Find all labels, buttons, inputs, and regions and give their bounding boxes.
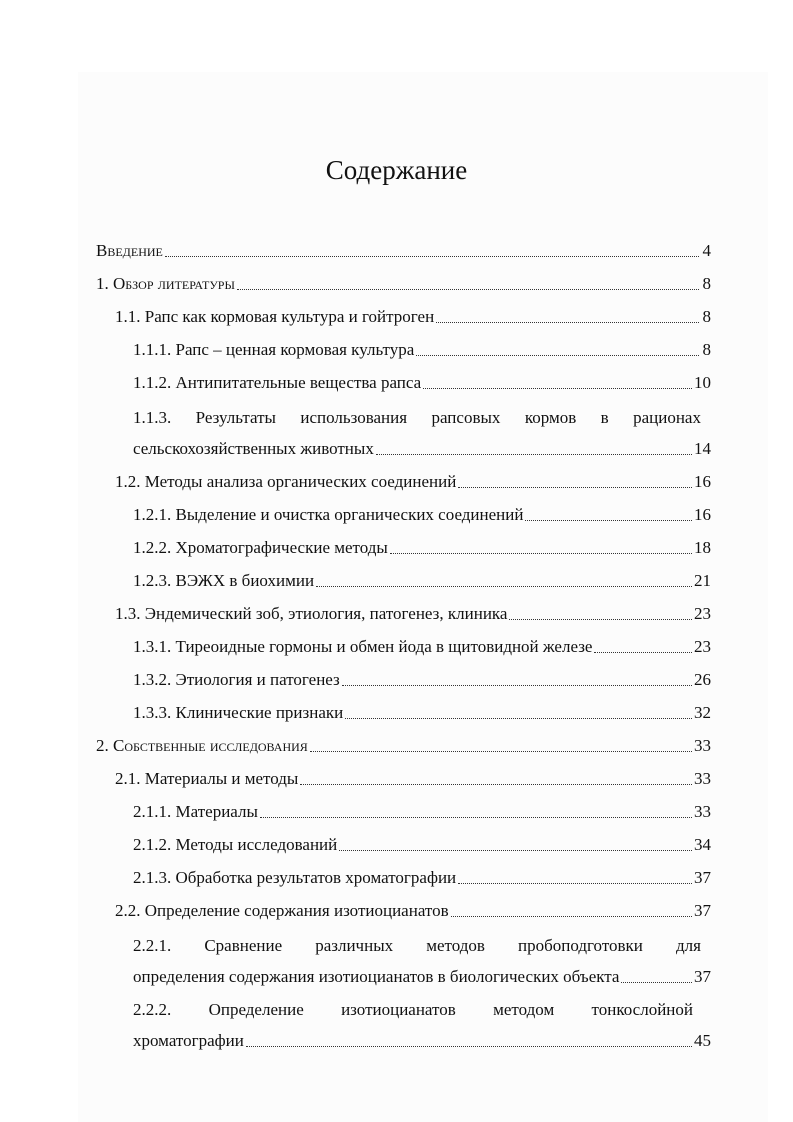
toc-page-number: 26 [694,670,711,689]
toc-entry-2-2-2[interactable] [133,1020,711,1051]
toc-entry-2-1[interactable] [115,758,711,789]
dot-leader [237,288,699,290]
toc-entry-text: 2. Собственные исследования [96,736,308,755]
dot-leader [316,585,692,587]
toc-entry-1-2-3[interactable] [133,560,711,591]
toc-page-number: 37 [694,901,711,920]
toc-word: методов [426,936,485,955]
toc-page-number: 8 [702,307,711,326]
toc-page-number: 33 [694,802,711,821]
toc-entry-1-3-2[interactable] [133,659,711,690]
dot-leader [436,321,699,323]
toc-word: для [675,936,701,955]
toc-entry-2-2-1-line1[interactable] [133,925,701,956]
toc-entry-text: 2.1. Материалы и методы [115,769,299,788]
toc-entry-text: 2.2. Определение содержания изотиоцианатов [115,901,449,920]
dot-leader [376,453,692,455]
toc-word: изотиоцианатов [341,1000,456,1019]
toc-entry-1-1-3-line1[interactable] [133,397,701,428]
dot-leader [458,882,692,884]
toc-entry-1-1-2[interactable] [133,362,711,393]
toc-entry-text: 1.3.3. Клинические признаки [133,703,344,722]
toc-entry-1-3[interactable] [115,593,711,624]
toc-page-number: 4 [702,241,711,260]
toc-entry-text: 1.1.1. Рапс – ценная кормовая культура [133,340,415,359]
toc-page-number: 34 [694,835,711,854]
toc-entry-2-1-1[interactable] [133,791,711,822]
toc-entry-introduction[interactable] [96,230,711,261]
toc-word: 2.2.1. [133,936,172,955]
toc-entry-text: 1.1. Рапс как кормовая культура и гойтроген [115,307,435,326]
toc-page-number: 23 [694,604,711,623]
toc-entry-1-2-1[interactable] [133,494,711,525]
dot-leader [310,750,692,752]
toc-entry-1-1-3[interactable] [133,428,711,459]
toc-entry-text: 1.1.2. Антипитательные вещества рапса [133,373,422,392]
toc-entry-chapter-2[interactable] [96,725,711,756]
toc-entry-text: 1.3.2. Этиология и патогенез [133,670,340,689]
toc-word: рапсовых [431,408,501,427]
toc-page-number: 14 [694,439,711,458]
toc-entry-text: 2.1.1. Материалы [133,802,258,821]
toc-word: рационах [633,408,701,427]
toc-page-number: 23 [694,637,711,656]
toc-entry-2-2-1[interactable] [133,956,711,987]
dot-leader [458,486,692,488]
toc-page-number: 21 [694,571,711,590]
toc-word: Результаты [195,408,276,427]
toc-entry-2-1-3[interactable] [133,857,711,888]
dot-leader [594,651,692,653]
toc-word: различных [315,936,394,955]
toc-page-number: 33 [694,769,711,788]
dot-leader [451,915,692,917]
toc-entry-2-1-2[interactable] [133,824,711,855]
dot-leader [621,981,692,983]
toc-entry-1-2[interactable] [115,461,711,492]
toc-page-number: 33 [694,736,711,755]
toc-word: кормов [524,408,577,427]
dot-leader [165,255,699,257]
toc-entry-1-1[interactable] [115,296,711,327]
toc-page-number: 16 [694,472,711,491]
toc-word: 2.2.2. [133,1000,172,1019]
toc-word: пробоподготовки [517,936,643,955]
toc-entry-text: 2.1.3. Обработка результатов хроматографии [133,868,457,887]
page-title: Содержание [325,155,468,185]
toc-entry-text: 1. Обзор литературы [96,274,235,293]
dot-leader [300,783,692,785]
toc-page-number: 10 [694,373,711,392]
toc-page-number: 18 [694,538,711,557]
toc-entry-text: Введение [96,241,163,260]
toc-entry-1-2-2[interactable] [133,527,711,558]
toc-entry-1-3-1[interactable] [133,626,711,657]
toc-entry-text: хроматографии [133,1031,244,1050]
dot-leader [509,618,692,620]
toc-entry-1-3-3[interactable] [133,692,711,723]
toc-entry-text: 1.2.3. ВЭЖХ в биохимии [133,571,315,590]
dot-leader [342,684,692,686]
toc-entry-2-2[interactable] [115,890,711,921]
toc-entry-text: 1.2.2. Хроматографические методы [133,538,388,557]
toc-word: тонкослойной [591,1000,693,1019]
toc-word: 1.1.3. [133,408,172,427]
toc-entry-chapter-1[interactable] [96,263,711,294]
toc-entry-1-1-1[interactable] [133,329,711,360]
dot-leader [525,519,692,521]
dot-leader [416,354,699,356]
toc-page-number: 16 [694,505,711,524]
toc-entry-text: сельскохозяйственных животных [133,439,374,458]
toc-word: методом [493,1000,555,1019]
dot-leader [423,387,692,389]
toc-page-number: 37 [694,967,711,986]
dot-leader [339,849,692,851]
toc-entry-2-2-2-line1[interactable] [133,989,693,1020]
toc-page-number: 37 [694,868,711,887]
toc-entry-text: 1.3.1. Тиреоидные гормоны и обмен йода в щитовидной железе [133,637,593,656]
toc-page-number: 8 [702,274,711,293]
toc-word: Сравнение [204,936,283,955]
dot-leader [246,1045,692,1047]
toc-entry-text: определения содержания изотиоцианатов в биологических объекта [133,967,620,986]
dot-leader [390,552,692,554]
toc-entry-text: 2.1.2. Методы исследований [133,835,338,854]
toc-word: в [600,408,609,427]
toc-page-number: 45 [694,1031,711,1050]
toc-word: использования [300,408,408,427]
dot-leader [345,717,692,719]
toc-page-number: 8 [702,340,711,359]
toc-page-number: 32 [694,703,711,722]
dot-leader [260,816,692,818]
toc-entry-text: 1.2. Методы анализа органических соединений [115,472,457,491]
toc-word: Определение [208,1000,304,1019]
toc-entry-text: 1.3. Эндемический зоб, этиология, патогенез, клиника [115,604,508,623]
toc-entry-text: 1.2.1. Выделение и очистка органических соединений [133,505,524,524]
